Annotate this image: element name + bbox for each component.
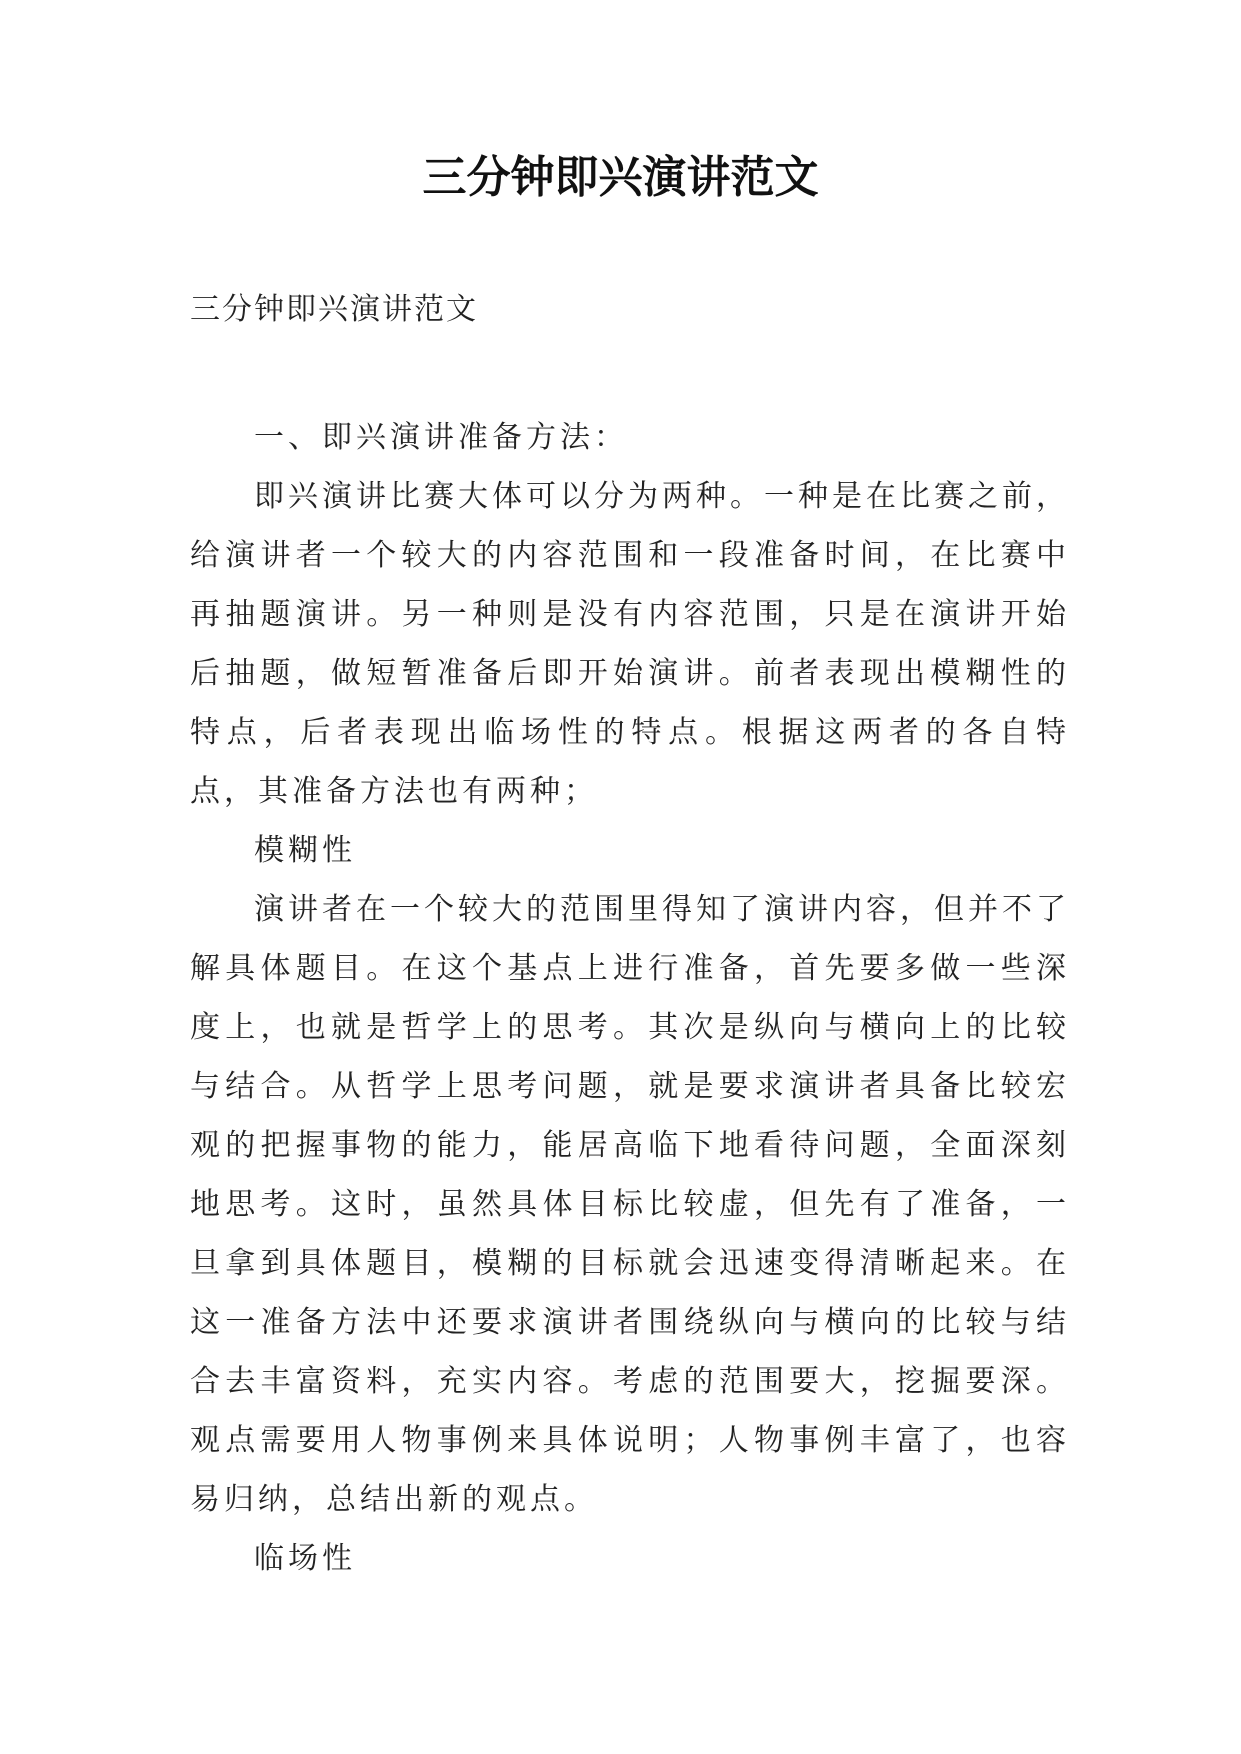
body-paragraph: 即兴演讲比赛大体可以分为两种。一种是在比赛之前，给演讲者一个较大的内容范围和一段准备时间，在比赛中再抽题演讲。另一种则是没有内容范围，只是在演讲开始后抽题，做短暂准备后即开始演讲。前者表现出模糊性的特点，后者表现出临场性的特点。根据这两者的各自特点，其准备方法也有两种； bbox=[190, 479, 1070, 809]
document-subtitle: 三分钟即兴演讲范文 bbox=[190, 292, 478, 327]
document-title: 三分钟即兴演讲范文 bbox=[422, 152, 819, 203]
subsection-heading: 临场性 bbox=[254, 1541, 356, 1576]
subsection-heading: 模糊性 bbox=[254, 833, 356, 868]
document-body bbox=[190, 408, 1070, 1588]
body-paragraph: 演讲者在一个较大的范围里得知了演讲内容，但并不了解具体题目。在这个基点上进行准备，首先要多做一些深度上，也就是哲学上的思考。其次是纵向与横向上的比较与结合。从哲学上思考问题，就是要求演讲者具备比较宏观的把握事物的能力，能居高临下地看待问题，全面深刻地思考。这时，虽然具体目标比较虚，但先有了准备，一旦拿到具体题目，模糊的目标就会迅速变得清晰起来。在这一准备方法中还要求演讲者围绕纵向与横向的比较与结合去丰富资料，充实内容。考虑的范围要大，挖掘要深。观点需要用人物事例来具体说明；人物事例丰富了，也容易归纳，总结出新的观点。 bbox=[190, 892, 1070, 1517]
section-heading: 一、即兴演讲准备方法： bbox=[254, 420, 628, 455]
